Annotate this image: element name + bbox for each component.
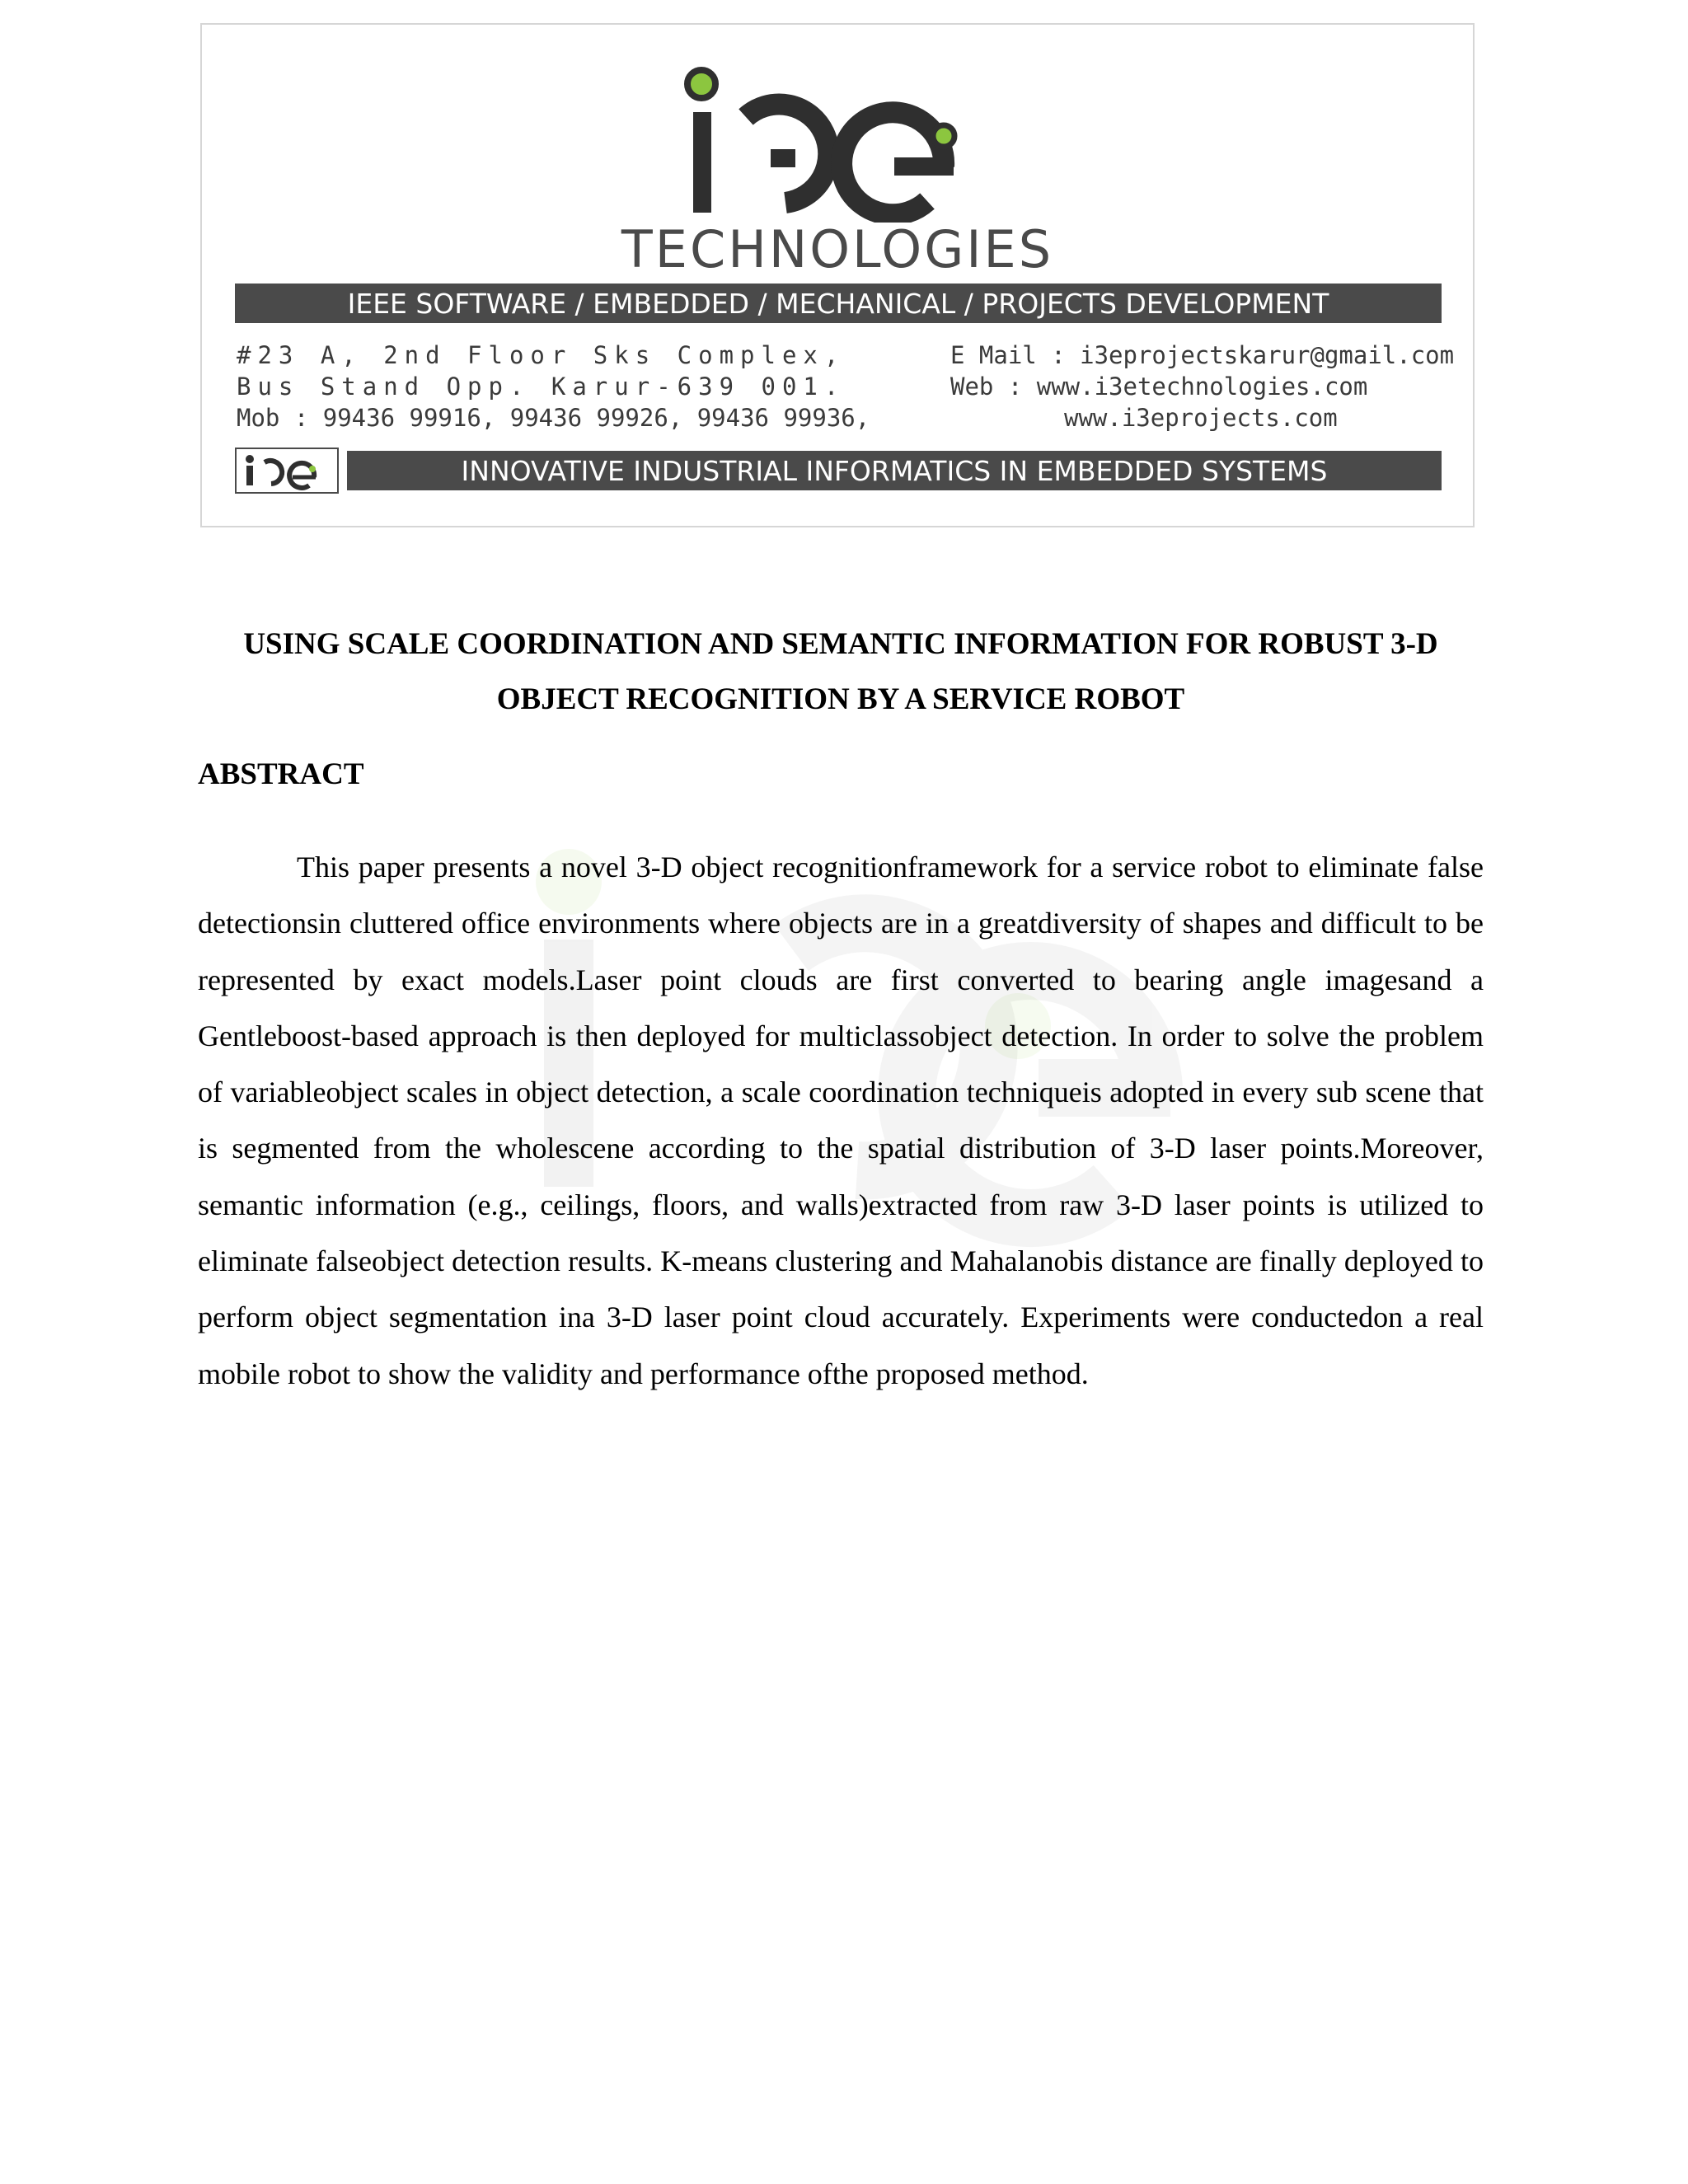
address-line: Bus Stand Opp. Karur-639 001. xyxy=(237,373,846,401)
letterhead xyxy=(200,23,1475,527)
section-heading: ABSTRACT xyxy=(198,757,364,791)
address-line: #23 A, 2nd Floor Sks Complex, xyxy=(237,341,846,369)
email-line: E Mail : i3eprojectskarur@gmail.com xyxy=(950,341,1455,369)
services-banner: IEEE SOFTWARE / EMBEDDED / MECHANICAL / PROJECTS DEVELOPMENT xyxy=(235,284,1442,323)
address-block xyxy=(237,340,870,434)
i3e-logo-icon xyxy=(202,25,1476,223)
abstract-paragraph: This paper presents a novel 3-D object recognitionframework for a service robot to eliminate false detectionsin cluttered office environments where objects are in a greatdiversity of shapes and difficult to be represented by exact models.Laser point clouds are first converted to bearing angle imagesand a Gentleboost-based approach is then deployed for multiclassobject detection. In order to solve the problem of variableobject scales in object detection, a scale coordination techniqueis adopted in every sub scene that is segmented from the wholescene according to the spatial distribution of 3-D laser points.Moreover, semantic information (e.g., ceilings, floors, and walls)extracted from raw 3-D laser points is utilized to eliminate falseobject detection results. K-means clustering and Mahalanobis distance are finally deployed to perform object segmentation ina 3-D laser point cloud accurately. Experiments were conductedon a real mobile robot to show the validity and performance ofthe proposed method. xyxy=(198,851,1484,1390)
web-line-secondary: www.i3eprojects.com xyxy=(1064,404,1338,432)
phone-line: Mob : 99436 99916, 99436 99926, 99436 99936, xyxy=(237,404,870,432)
web-line: Web : www.i3etechnologies.com xyxy=(950,373,1368,401)
contact-block xyxy=(950,340,1454,434)
document-title: USING SCALE COORDINATION AND SEMANTIC INFORMATION FOR ROBUST 3-D OBJECT RECOGNITION BY A SERVICE ROBOT xyxy=(243,627,1438,716)
tagline-banner: INNOVATIVE INDUSTRIAL INFORMATICS IN EMBEDDED SYSTEMS xyxy=(347,451,1442,490)
mini-logo-icon xyxy=(235,448,339,494)
brand-word: TECHNOLOGIES xyxy=(621,219,1054,279)
